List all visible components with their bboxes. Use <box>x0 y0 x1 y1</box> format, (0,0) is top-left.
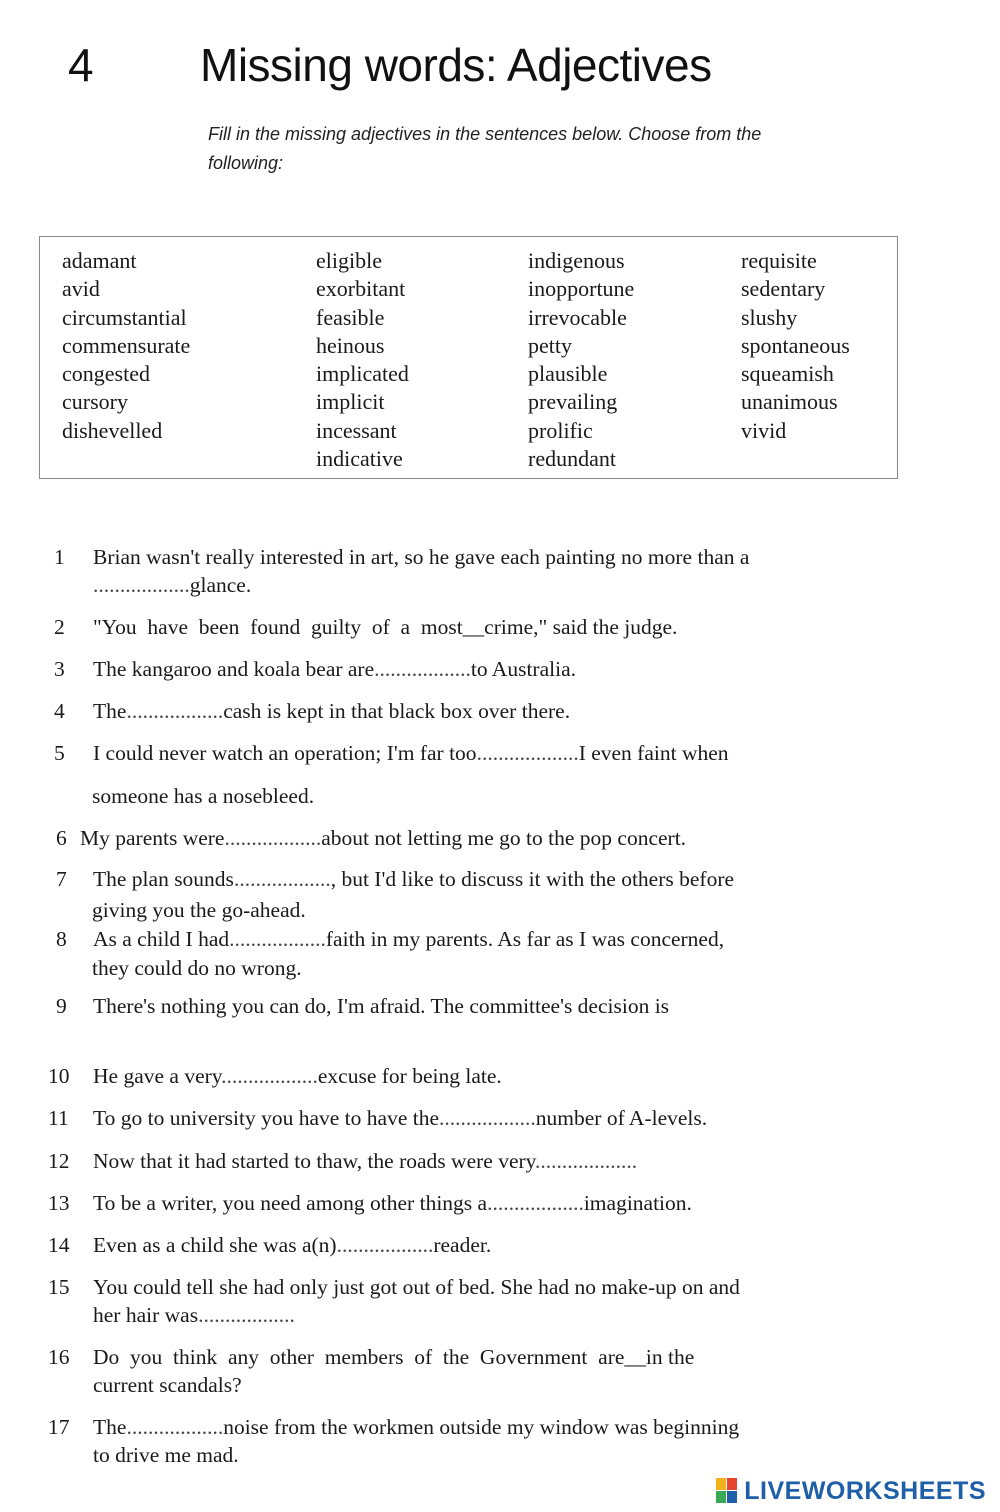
question-7-line-2 <box>92 896 306 924</box>
word-option: circumstantial <box>62 304 187 330</box>
answer-blank[interactable]: .................. <box>487 1191 584 1215</box>
question-text: about not letting me go to the pop concert. <box>321 826 687 850</box>
question-17-line-2 <box>93 1441 239 1469</box>
answer-blank[interactable]: .................. <box>224 826 322 850</box>
word-option: adamant <box>62 248 137 273</box>
question-text: they could do no wrong. <box>92 956 302 980</box>
question-text: someone has a nosebleed. <box>92 784 315 808</box>
question-text: Even as a child she was a(n) <box>93 1233 337 1257</box>
word-option: sedentary <box>741 276 826 302</box>
page-number: 4 <box>68 39 94 91</box>
word-option: cursory <box>62 389 128 415</box>
question-16-line-2 <box>93 1371 242 1399</box>
question-text: To be a writer, you need among other things a <box>93 1191 488 1215</box>
answer-blank[interactable]: .................. <box>229 927 326 951</box>
question-text: excuse for being late. <box>317 1064 502 1088</box>
word-option: redundant <box>528 446 616 472</box>
word-column-2 <box>316 247 409 473</box>
answer-blank[interactable]: .................. <box>198 1303 295 1327</box>
question-text: The <box>93 699 127 723</box>
question-text: My parents were <box>80 826 225 850</box>
answer-blank[interactable]: ................... <box>476 741 579 765</box>
question-text: current scandals? <box>93 1373 242 1397</box>
word-option: congested <box>62 361 150 387</box>
question-text: , but I'd like to discuss it with the others before <box>330 867 735 891</box>
question-text: You could tell she had only just got out of bed. She had no make-up on and <box>93 1275 740 1299</box>
question-1-line-2 <box>93 571 251 599</box>
word-option: unanimous <box>741 389 838 415</box>
question-text: her hair was <box>93 1303 199 1327</box>
question-text: number of A-levels. <box>535 1106 708 1130</box>
word-option: exorbitant <box>316 276 406 302</box>
question-number: 12 <box>48 1149 70 1173</box>
question-text: Do you think any other members of the Government are__in the <box>93 1345 695 1369</box>
question-text: to Australia. <box>470 657 576 681</box>
question-number: 6 <box>56 826 67 850</box>
answer-blank[interactable]: .................. <box>336 1233 434 1257</box>
question-text: cash is kept in that black box over there. <box>223 699 571 723</box>
question-text: imagination. <box>583 1191 692 1215</box>
answer-blank[interactable]: .................. <box>221 1064 318 1088</box>
page-title: Missing words: Adjectives <box>200 39 712 91</box>
instructions-line-2: following: <box>208 153 284 173</box>
word-option: vivid <box>741 417 787 443</box>
word-option: indicative <box>316 446 403 472</box>
question-text: glance. <box>189 573 252 597</box>
answer-blank[interactable]: ................... <box>535 1149 638 1173</box>
question-text: giving you the go-ahead. <box>92 898 306 922</box>
word-option: eligible <box>316 248 382 273</box>
question-text: There's nothing you can do, I'm afraid. The committee's decision is <box>93 994 670 1018</box>
word-option: incessant <box>316 417 397 443</box>
question-number: 16 <box>48 1345 70 1369</box>
word-option: implicit <box>316 389 385 415</box>
question-text: to drive me mad. <box>93 1443 239 1467</box>
instructions-line-1: Fill in the missing adjectives in the sentences below. Choose from the <box>208 124 762 144</box>
answer-blank[interactable]: .................. <box>126 699 224 723</box>
word-option: petty <box>528 332 572 358</box>
brand-name: LIVEWORKSHEETS <box>744 1476 986 1505</box>
question-number: 2 <box>54 615 65 639</box>
question-number: 15 <box>48 1275 70 1299</box>
word-option: spontaneous <box>741 332 850 358</box>
answer-blank[interactable]: .................. <box>233 867 331 891</box>
question-15-line-2 <box>93 1301 295 1329</box>
question-number: 4 <box>54 699 65 723</box>
question-number: 8 <box>56 927 67 951</box>
word-option: dishevelled <box>62 417 163 443</box>
instructions <box>208 120 848 178</box>
question-number: 5 <box>54 741 65 765</box>
word-option: plausible <box>528 361 608 387</box>
question-text: The <box>93 1415 127 1439</box>
word-option: heinous <box>316 332 385 358</box>
question-text: faith in my parents. As far as I was concerned, <box>325 927 725 951</box>
answer-blank[interactable]: .................. <box>126 1415 224 1439</box>
question-number: 3 <box>54 657 65 681</box>
word-option: avid <box>62 276 100 302</box>
question-text: I could never watch an operation; I'm far too <box>93 741 477 765</box>
question-text: Brian wasn't really interested in art, so he gave each painting no more than a <box>93 545 750 569</box>
question-number: 9 <box>56 994 67 1018</box>
word-option: indigenous <box>528 248 625 273</box>
question-number: 13 <box>48 1191 70 1215</box>
question-text: He gave a very <box>93 1064 222 1088</box>
word-option: prolific <box>528 417 593 443</box>
word-option: slushy <box>741 304 798 330</box>
word-option: irrevocable <box>528 304 627 330</box>
question-text: Now that it had started to thaw, the roads were very <box>93 1149 535 1173</box>
word-option: implicated <box>316 361 409 387</box>
question-text: reader. <box>433 1233 492 1257</box>
question-number: 14 <box>48 1233 70 1257</box>
question-number: 17 <box>48 1415 70 1439</box>
answer-blank[interactable]: .................. <box>374 657 471 681</box>
question-text: As a child I had <box>93 927 230 951</box>
word-box <box>39 236 898 479</box>
word-column-4 <box>741 247 850 445</box>
question-text: The kangaroo and koala bear are <box>93 657 375 681</box>
question-8-line-2 <box>92 954 302 982</box>
word-option: squeamish <box>741 361 834 387</box>
word-option: requisite <box>741 248 817 273</box>
word-option: inopportune <box>528 276 635 302</box>
answer-blank[interactable]: .................. <box>439 1106 536 1130</box>
question-text: The plan sounds <box>93 867 234 891</box>
answer-blank[interactable]: .................. <box>93 573 190 597</box>
question-5-line-2 <box>92 782 314 810</box>
word-option: feasible <box>316 304 385 330</box>
word-option: commensurate <box>62 332 191 358</box>
question-text: To go to university you have to have the <box>93 1106 440 1130</box>
question-number: 1 <box>54 545 65 569</box>
question-number: 10 <box>48 1064 70 1088</box>
question-text: I even faint when <box>578 741 729 765</box>
question-text: noise from the workmen outside my window was beginning <box>223 1415 740 1439</box>
question-number: 11 <box>48 1106 69 1130</box>
question-text: "You have been found guilty of a most__crime," said the judge. <box>93 615 678 639</box>
word-column-1 <box>62 247 190 445</box>
word-option: prevailing <box>528 389 618 415</box>
word-column-3 <box>528 247 634 473</box>
liveworksheets-logo-icon <box>716 1478 738 1504</box>
footer-brand[interactable] <box>716 1476 986 1506</box>
question-number: 7 <box>56 867 67 891</box>
